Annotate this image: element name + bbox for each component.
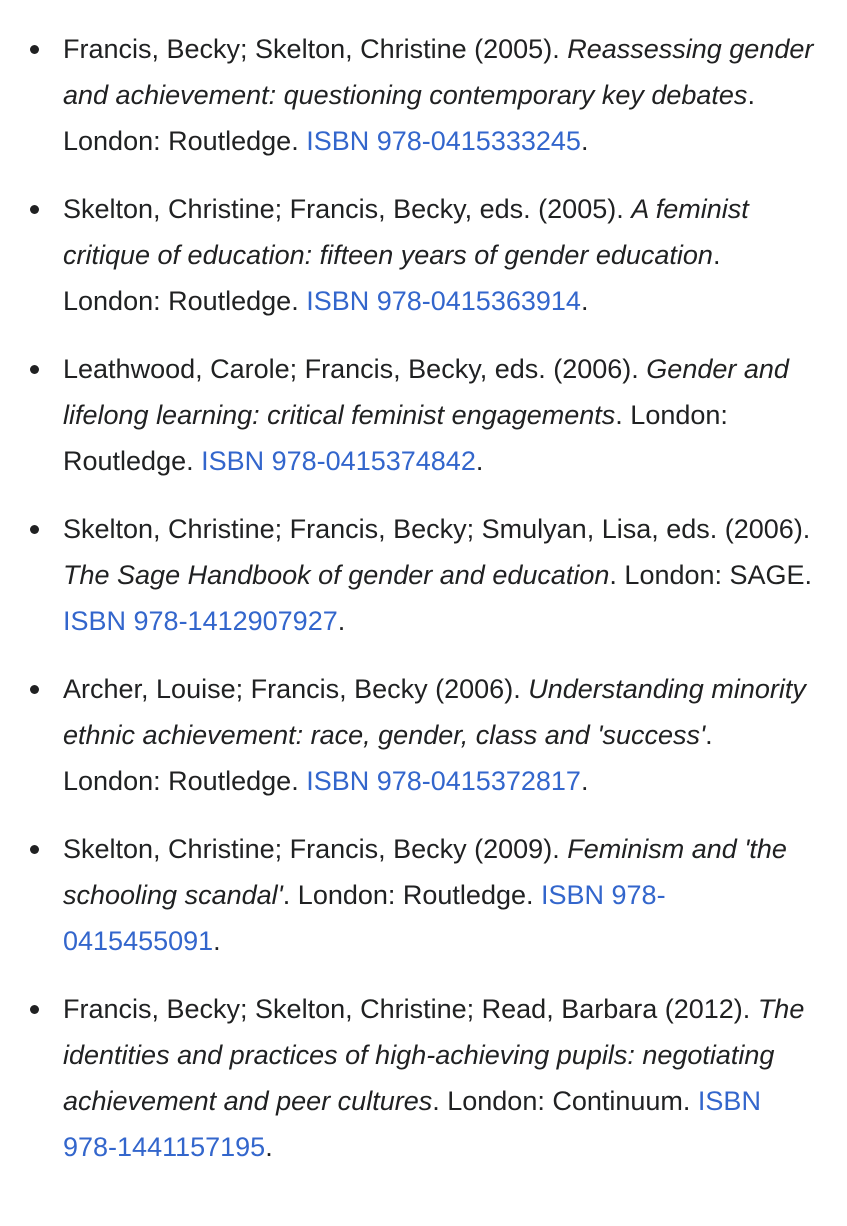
entry-title: Understanding minority ethnic achievement: race, gender, class and 'success' xyxy=(63,674,806,750)
entry-publisher: . London: SAGE. xyxy=(609,560,813,590)
entry-end: . xyxy=(265,1132,273,1162)
isbn-link[interactable]: ISBN 978-0415363914 xyxy=(306,286,581,316)
bullet-icon xyxy=(30,845,39,854)
isbn-link[interactable]: ISBN 978-0415374842 xyxy=(201,446,476,476)
entry-end: . xyxy=(580,286,589,316)
bullet-icon xyxy=(30,1005,39,1014)
bibliography-entry xyxy=(0,986,847,1170)
entry-authors: Francis, Becky; Skelton, Christine (2005). xyxy=(63,34,568,64)
bibliography-entry xyxy=(0,186,847,324)
entry-publisher: . London: Routledge. xyxy=(63,240,721,316)
entry-end: . xyxy=(580,766,589,796)
isbn-link[interactable]: ISBN 978-1441157195 xyxy=(63,1086,761,1162)
entry-publisher: . London: Routledge. xyxy=(63,80,755,156)
isbn-link[interactable]: ISBN 978-0415333245 xyxy=(306,126,581,156)
entry-authors: Skelton, Christine; Francis, Becky, eds. (2005). xyxy=(63,194,632,224)
entry-title: The Sage Handbook of gender and education xyxy=(63,560,610,590)
bibliography-entry xyxy=(0,506,847,644)
entry-end: . xyxy=(475,446,484,476)
bullet-icon xyxy=(30,45,39,54)
bibliography-entry xyxy=(0,826,847,964)
bullet-icon xyxy=(30,525,39,534)
entry-end: . xyxy=(580,126,589,156)
isbn-link[interactable]: ISBN 978-1412907927 xyxy=(63,606,338,636)
entry-publisher: . London: Continuum. xyxy=(432,1086,698,1116)
entry-title: Feminism and 'the schooling scandal' xyxy=(63,834,787,910)
entry-end: . xyxy=(337,606,346,636)
entry-title: Gender and lifelong learning: critical feminist engagements xyxy=(63,354,789,430)
bibliography-entry xyxy=(0,26,847,164)
entry-authors: Archer, Louise; Francis, Becky (2006). xyxy=(63,674,529,704)
entry-publisher: . London: Routledge. xyxy=(63,400,728,476)
entry-title: The identities and practices of high-achieving pupils: negotiating achievement and peer cultures xyxy=(63,994,805,1116)
bibliography-list xyxy=(0,26,847,1170)
entry-authors: Francis, Becky; Skelton, Christine; Read, Barbara (2012). xyxy=(63,994,758,1024)
entry-publisher: . London: Routledge. xyxy=(63,720,713,796)
isbn-link[interactable]: ISBN 978-0415455091 xyxy=(63,880,666,956)
entry-title: A feminist critique of education: fifteen years of gender education xyxy=(63,194,749,270)
entry-authors: Leathwood, Carole; Francis, Becky, eds. (2006). xyxy=(63,354,647,384)
entry-end: . xyxy=(213,926,221,956)
entry-authors: Skelton, Christine; Francis, Becky; Smulyan, Lisa, eds. (2006). xyxy=(63,514,811,544)
bullet-icon xyxy=(30,205,39,214)
isbn-link[interactable]: ISBN 978-0415372817 xyxy=(306,766,581,796)
entry-title: Reassessing gender and achievement: questioning contemporary key debates xyxy=(63,34,814,110)
entry-authors: Skelton, Christine; Francis, Becky (2009). xyxy=(63,834,568,864)
bullet-icon xyxy=(30,365,39,374)
bullet-icon xyxy=(30,685,39,694)
entry-publisher: . London: Routledge. xyxy=(282,880,541,910)
bibliography-entry xyxy=(0,666,847,804)
bibliography-entry xyxy=(0,346,847,484)
